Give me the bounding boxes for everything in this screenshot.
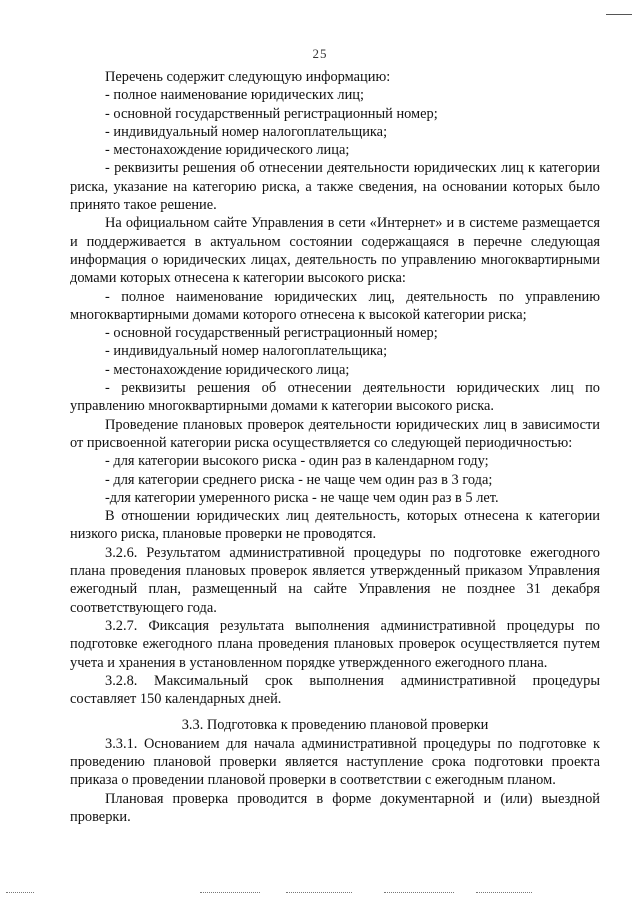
paragraph: Проведение плановых проверок деятельности юридических лиц в зависимости от присвоенной категории риска осуществляется со следующей периодичностью: (70, 416, 600, 451)
paragraph: На официальном сайте Управления в сети «Интернет» и в системе размещается и поддерживается в актуальном состоянии содержащаяся в перечне следующая информация о юридических лицах, деятельность по управлению многоквартирными домами которых отнесена к категории высокого риска: (70, 215, 600, 287)
scan-mark (384, 892, 454, 893)
scan-artifacts (0, 892, 640, 900)
scan-mark (286, 892, 352, 893)
scan-mark (476, 892, 532, 893)
paragraph: 3.2.6. Результатом административной процедуры по подготовке ежегодного плана проведения плановых проверок является утвержденный приказом Управления ежегодный план, размещенный на сайте Управления не позднее 31 декабря соответствующего года. (70, 544, 600, 616)
list-item: - местонахождение юридического лица; (105, 361, 350, 378)
list-item: - реквизиты решения об отнесении деятельности юридических лиц по управлению многоквартирными домами к категории высокого риска. (70, 380, 600, 415)
list-item: - для категории высокого риска - один раз в календарном году; (105, 453, 489, 470)
section-spacer (70, 708, 600, 716)
list-item: - реквизиты решения об отнесении деятельности юридических лиц к категории риска, указание на категорию риска, а также сведения, на основании которых было принято такое решение. (70, 160, 600, 214)
paragraph: 3.3.1. Основанием для начала административной процедуры по подготовке к проведению плановой проверки является наступление срока подготовки проекта приказа о проведении плановой проверки в соответствии с ежегодным планом. (70, 735, 600, 789)
list-item: - индивидуальный номер налогоплательщика; (105, 343, 388, 360)
paragraph: 3.2.7. Фиксация результата выполнения административной процедуры по подготовке ежегодного плана проведения плановых проверок осуществляется путем учета и хранения в установленном порядке утвержденного ежегодного плана. (70, 617, 600, 671)
list-item: -для категории умеренного риска - не чаще чем один раз в 5 лет. (105, 489, 499, 506)
paragraph: 3.2.8. Максимальный срок выполнения административной процедуры составляет 150 календарных дней. (70, 672, 600, 708)
list-item: - индивидуальный номер налогоплательщика; (105, 123, 388, 140)
scan-mark (200, 892, 260, 893)
top-edge-mark (606, 14, 632, 15)
paragraph: Плановая проверка проводится в форме документарной и (или) выездной проверки. (70, 790, 600, 825)
paragraph: Перечень содержит следующую информацию: (105, 69, 391, 85)
list-item: - полное наименование юридических лиц, деятельность по управлению многоквартирными домами которого отнесена к высокой категории риска; (70, 288, 600, 323)
paragraph: В отношении юридических лиц деятельность, которых отнесена к категории низкого риска, плановые проверки не проводятся. (70, 508, 600, 543)
document-body (70, 68, 600, 826)
list-item: - для категории среднего риска - не чаще чем один раз в 3 года; (105, 471, 493, 488)
list-item: - основной государственный регистрационный номер; (105, 105, 438, 122)
list-item: - основной государственный регистрационный номер; (105, 325, 438, 342)
list-item: - полное наименование юридических лиц; (105, 87, 365, 104)
section-heading: 3.3. Подготовка к проведению плановой проверки (181, 717, 489, 734)
page-number: 25 (312, 46, 328, 61)
scan-mark (6, 892, 34, 893)
list-item: - местонахождение юридического лица; (105, 142, 350, 159)
